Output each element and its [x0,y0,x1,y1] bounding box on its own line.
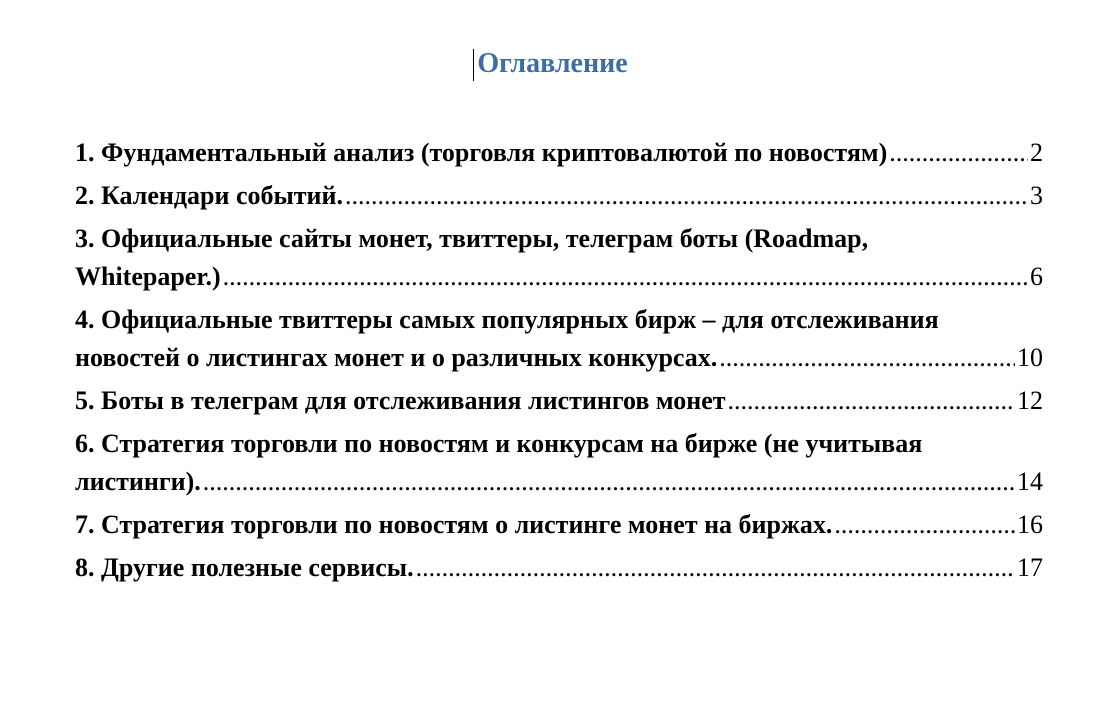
toc-page-number: 17 [1017,553,1043,582]
toc-page-number: 3 [1030,181,1043,210]
dot-leader [203,463,1015,501]
toc-entry-text-continued: Whitepaper.) [75,262,221,291]
toc-entry-5[interactable] [75,382,1043,420]
toc-entry-text: 7. Стратегия торговли по новостям о листинге монет на биржах. [75,510,833,539]
toc-entry-text-continued: новостей о листингах монет и о различных конкурсах. [75,343,718,372]
toc-page-number: 10 [1017,343,1043,372]
toc-entry-text: 8. Другие полезные сервисы. [75,553,414,582]
toc-entry-1[interactable] [75,134,1043,172]
dot-leader [719,339,1015,377]
toc-page-number: 6 [1030,262,1043,291]
dot-leader [345,177,1028,215]
toc-entry-text: 5. Боты в телеграм для отслеживания листингов монет [75,386,726,415]
toc-entry-4[interactable] [75,301,1043,377]
toc-entry-2[interactable] [75,177,1043,215]
dot-leader [889,134,1028,172]
toc-page-number: 16 [1017,510,1043,539]
dot-leader [416,549,1015,587]
toc-entry-text: 6. Стратегия торговли по новостям и конкурсам на бирже (не учитывая [75,429,923,458]
toc-entry-text: 3. Официальные сайты монет, твиттеры, телеграм боты (Roadmap, [75,224,869,253]
toc-entry-text: 2. Календари событий. [75,181,344,210]
toc-entry-6[interactable] [75,425,1043,501]
dot-leader [834,506,1015,544]
toc-entry-7[interactable] [75,506,1043,544]
toc-entry-text: 4. Официальные твиттеры самых популярных бирж – для отслеживания [75,305,939,334]
toc-page-number: 2 [1030,138,1043,167]
dot-leader [728,382,1015,420]
dot-leader [223,258,1028,296]
toc-entry-8[interactable] [75,549,1043,587]
toc-entry-text: 1. Фундаментальный анализ (торговля криптовалютой по новостям) [75,138,888,167]
toc-entry-text-continued: листинги). [75,467,201,496]
toc-page-number: 12 [1017,386,1043,415]
toc-list [75,134,1043,587]
toc-page-number: 14 [1017,467,1043,496]
toc-entry-3[interactable] [75,220,1043,296]
toc-title: Оглавление [477,48,628,79]
